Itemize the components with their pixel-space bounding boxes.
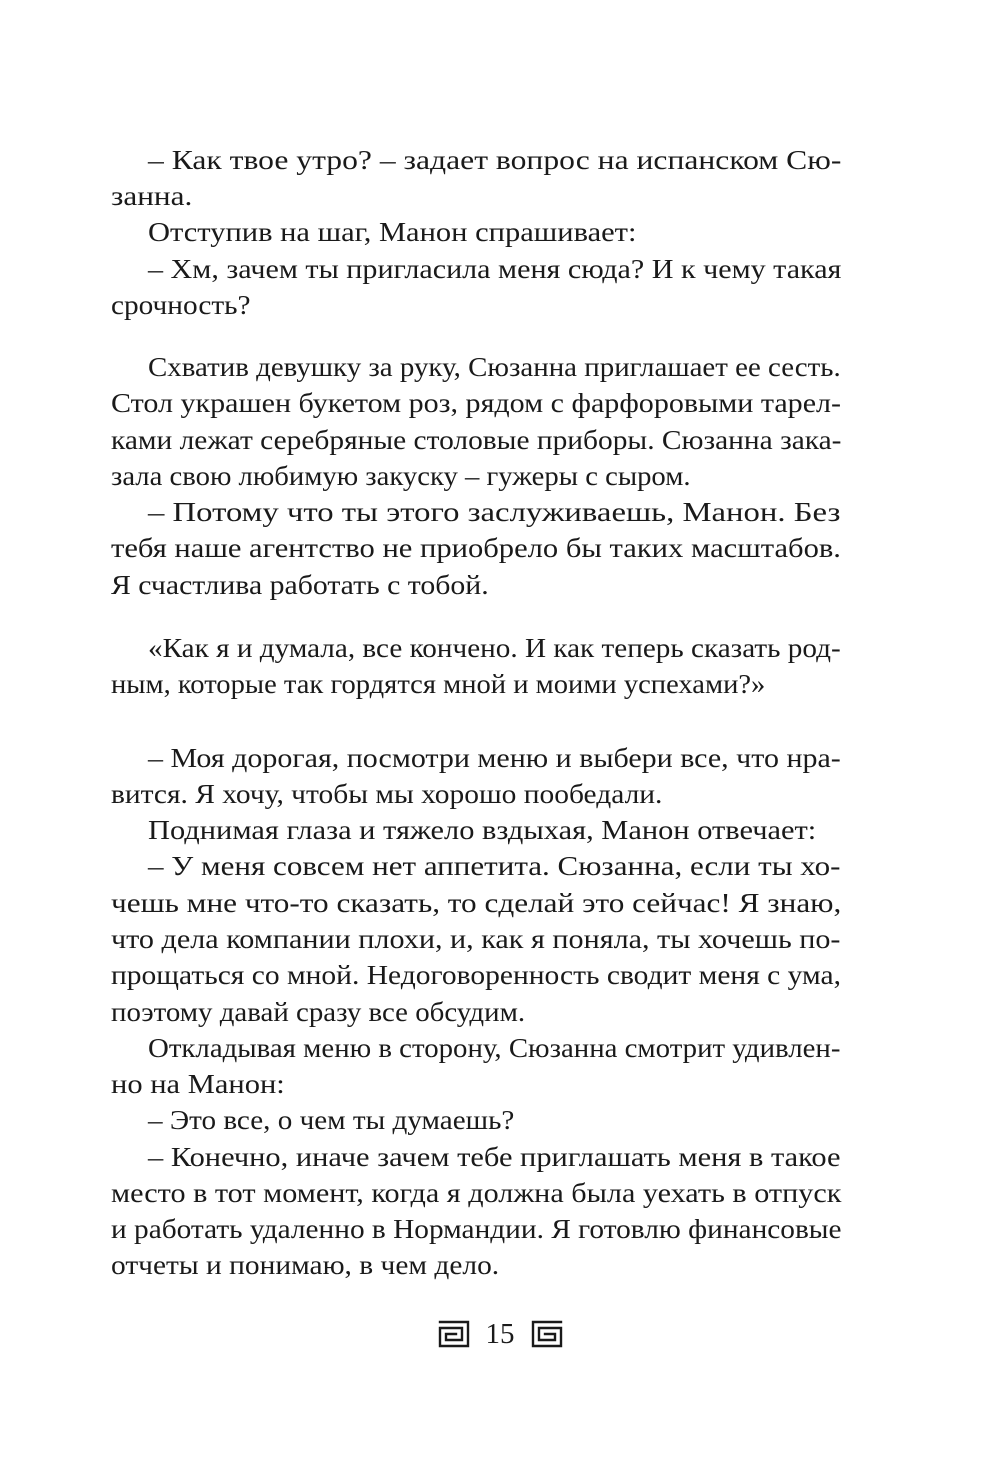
text-line: Стол украшен букетом роз, рядом с фарфоровыми тарел-	[111, 388, 842, 418]
text-line: место в тот момент, когда я должна была уехать в отпуск	[111, 1178, 842, 1208]
meander-ornament-icon	[531, 1320, 563, 1348]
page-number: 15	[485, 1318, 515, 1350]
text-line: занна.	[111, 181, 193, 211]
text-line: прощаться со мной. Недоговоренность сводит меня с ума,	[111, 960, 841, 990]
text-line: «Как я и думала, все кончено. И как теперь сказать род-	[148, 633, 841, 663]
text-line: зала свою любимую закуску – гужеры с сыром.	[111, 461, 691, 491]
text-line: тебя наше агентство не приобрело бы таких масштабов.	[111, 533, 841, 563]
text-line: – У меня совсем нет аппетита. Сюзанна, если ты хо-	[148, 851, 841, 881]
page-footer	[380, 1314, 620, 1354]
text-line: срочность?	[111, 290, 251, 320]
text-line: Я счастлива работать с тобой.	[111, 570, 489, 600]
text-line: и работать удаленно в Нормандии. Я готовлю финансовые	[111, 1214, 842, 1244]
text-line: поэтому давай сразу все обсудим.	[111, 997, 526, 1027]
meander-ornament-icon	[438, 1320, 470, 1348]
text-line: чешь мне что-то сказать, то сделай это сейчас! Я знаю,	[111, 888, 842, 918]
text-line: Отступив на шаг, Манон спрашивает:	[148, 217, 637, 247]
text-line: – Это все, о чем ты думаешь?	[148, 1105, 515, 1135]
text-line: Поднимая глаза и тяжело вздыхая, Манон отвечает:	[148, 815, 817, 845]
text-line: отчеты и понимаю, в чем дело.	[111, 1250, 500, 1280]
text-line: – Потому что ты этого заслуживаешь, Манон. Без	[148, 497, 841, 527]
text-line: – Моя дорогая, посмотри меню и выбери все, что нра-	[148, 743, 841, 773]
text-line: ками лежат серебряные столовые приборы. Сюзанна зака-	[111, 425, 842, 455]
text-line: но на Манон:	[111, 1069, 285, 1099]
text-line: Схватив девушку за руку, Сюзанна приглашает ее сесть.	[148, 352, 841, 382]
text-line: – Как твое утро? – задает вопрос на испанском Сю-	[148, 145, 842, 175]
text-line: ным, которые так гордятся мной и моими успехами?»	[111, 669, 766, 699]
text-line: – Хм, зачем ты пригласила меня сюда? И к чему такая	[148, 254, 842, 284]
text-line: Откладывая меню в сторону, Сюзанна смотрит удивлен-	[148, 1033, 841, 1063]
text-line: вится. Я хочу, чтобы мы хорошо пообедали.	[111, 779, 663, 809]
text-line: – Конечно, иначе зачем тебе приглашать меня в такое	[148, 1142, 841, 1172]
text-line: что дела компании плохи, и, как я поняла, ты хочешь по-	[111, 924, 841, 954]
